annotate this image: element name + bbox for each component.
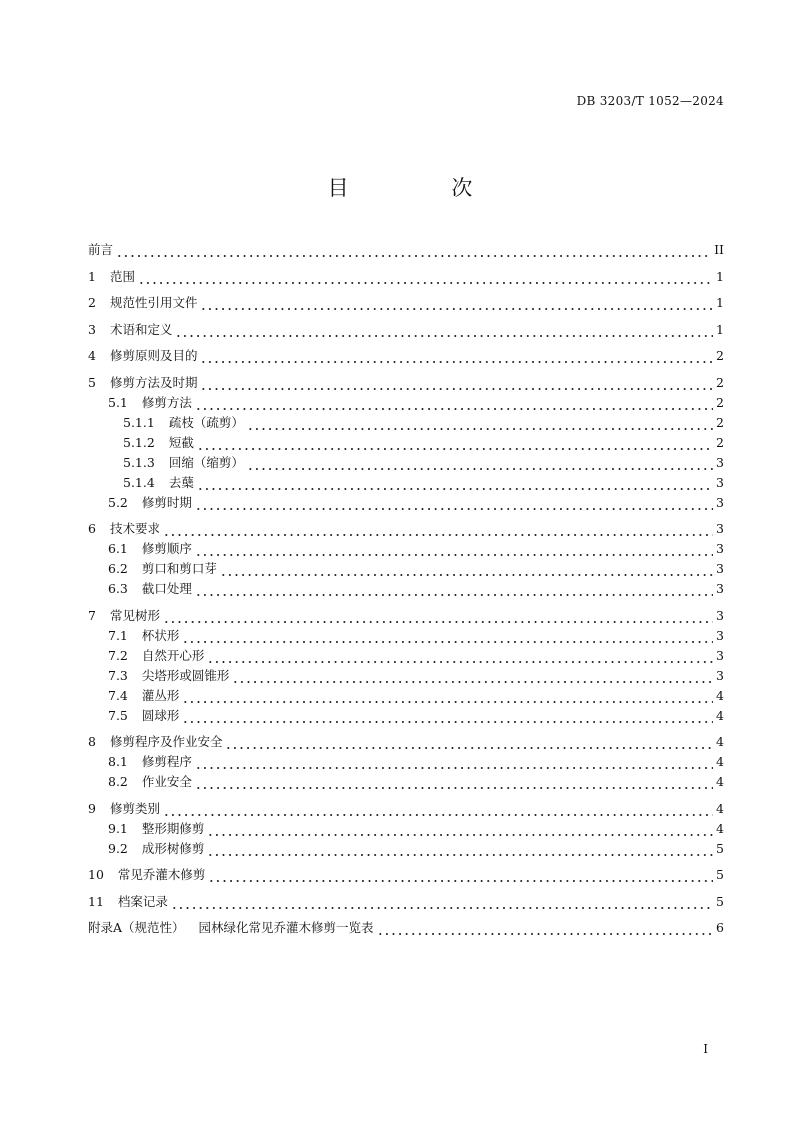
toc-entry-number: 1 — [88, 268, 96, 284]
toc-entry-page: 1 — [716, 268, 724, 284]
toc-entry-page: 3 — [716, 561, 724, 576]
toc-entry-title: 常见树形 — [109, 607, 160, 623]
toc-entry-label — [88, 799, 160, 819]
toc-entry-label — [88, 686, 179, 706]
toc-entry-label — [88, 706, 179, 726]
toc-entry-label — [88, 892, 168, 912]
toc-entry-number: 5.1.2 — [123, 434, 155, 450]
dot-leader — [200, 373, 713, 393]
toc-entry[interactable] — [88, 892, 724, 912]
toc-entry[interactable] — [88, 579, 724, 599]
toc-entry-page: 6 — [716, 920, 724, 935]
dot-leader — [247, 413, 713, 433]
toc-entry-page: 3 — [716, 454, 724, 470]
toc-entry-page: 4 — [716, 774, 724, 789]
toc-entry-title: 术语和定义 — [109, 321, 173, 337]
toc-entry-label — [88, 732, 222, 752]
toc-entry-page: 2 — [716, 374, 724, 390]
toc-entry-title: 剪口和剪口芽 — [141, 561, 217, 576]
dot-leader — [200, 346, 713, 366]
toc-entry[interactable] — [88, 732, 724, 752]
toc-entry[interactable] — [88, 473, 724, 493]
toc-entry[interactable] — [88, 865, 724, 885]
toc-entry-title: 修剪顺序 — [141, 541, 192, 556]
toc-entry-label — [88, 606, 160, 626]
toc-entry-label — [88, 646, 204, 666]
toc-entry-page: 4 — [716, 754, 724, 769]
toc-entry-title: 整形期修剪 — [141, 820, 205, 836]
dot-leader — [138, 267, 713, 287]
toc-entry-page: 3 — [716, 607, 724, 623]
toc-entry-label — [88, 373, 197, 393]
toc-entry-title: 回缩（缩剪） — [168, 454, 244, 470]
dot-leader — [208, 865, 713, 885]
toc-entry[interactable] — [88, 626, 724, 646]
toc-entry-page: II — [714, 242, 724, 257]
toc-entry[interactable] — [88, 519, 724, 539]
dot-leader — [182, 626, 713, 646]
toc-entry[interactable] — [88, 686, 724, 706]
toc-entry-label — [88, 453, 244, 473]
toc-entry-label — [88, 346, 197, 366]
toc-entry-title: 杯状形 — [141, 627, 180, 643]
toc-entry[interactable] — [88, 373, 724, 393]
toc-entry-label — [88, 413, 244, 433]
toc-entry[interactable] — [88, 918, 724, 938]
toc-entry-label — [88, 240, 113, 260]
dot-leader — [207, 839, 713, 859]
toc-entry-number: 5.1.3 — [123, 454, 155, 470]
toc-entry-title: 修剪方法 — [141, 394, 192, 410]
toc-entry-number: 2 — [88, 295, 96, 310]
toc-entry-page: 5 — [716, 893, 724, 909]
toc-entry-title: 修剪程序 — [141, 754, 192, 769]
toc-entry[interactable] — [88, 433, 724, 453]
toc-entry-page: 4 — [716, 800, 724, 816]
dot-leader — [116, 240, 711, 260]
dot-leader — [163, 519, 713, 539]
toc-entry[interactable] — [88, 839, 724, 859]
toc-entry-page: 3 — [716, 521, 724, 536]
toc-entry-label — [88, 559, 217, 579]
toc-entry-label — [88, 865, 205, 885]
toc-entry-label — [88, 473, 194, 493]
dot-leader — [195, 539, 713, 559]
toc-entry-number: 8.1 — [108, 754, 128, 769]
toc-entry-number: 6.2 — [108, 561, 128, 576]
toc-entry[interactable] — [88, 539, 724, 559]
dot-leader — [195, 493, 713, 513]
toc-entry-page: 2 — [716, 414, 724, 430]
dot-leader — [225, 732, 713, 752]
dot-leader — [195, 772, 713, 792]
toc-entry-title: 截口处理 — [141, 581, 192, 596]
toc-entry-number: 7.3 — [108, 667, 128, 683]
page-title: 目 次 — [327, 176, 521, 200]
toc-entry[interactable] — [88, 240, 724, 260]
toc-entry-page: 3 — [716, 627, 724, 643]
toc-entry-number: 8 — [88, 734, 96, 749]
toc-entry-page: 3 — [716, 647, 724, 663]
toc-entry-number: 7.1 — [108, 627, 128, 643]
toc-entry-number: 3 — [88, 321, 96, 337]
toc-entry-label — [88, 519, 160, 539]
dot-leader — [182, 686, 713, 706]
toc-entry-number: 5.1.1 — [123, 414, 155, 430]
toc-entry-page: 4 — [716, 687, 724, 703]
toc-entry-label — [88, 819, 204, 839]
toc-entry-title: 修剪类别 — [109, 800, 160, 816]
toc-entry[interactable] — [88, 320, 724, 340]
toc-entry[interactable] — [88, 646, 724, 666]
toc-entry-page: 2 — [716, 348, 724, 363]
toc-entry[interactable] — [88, 819, 724, 839]
toc-entry-number: 6.3 — [108, 581, 128, 596]
toc-entry-title: 圆球形 — [141, 707, 180, 723]
toc-entry-page: 3 — [716, 474, 724, 490]
toc-entry-page: 4 — [716, 707, 724, 723]
toc-entry-number: 5.1 — [108, 394, 128, 410]
toc-entry-label — [88, 579, 192, 599]
toc-entry-label — [88, 493, 192, 513]
toc-entry-page: 3 — [716, 541, 724, 556]
toc-entry-number: 9.2 — [108, 840, 128, 856]
toc-entry-number: 6.1 — [108, 541, 128, 556]
dot-leader — [163, 799, 713, 819]
dot-leader — [377, 918, 714, 938]
toc-entry-number: 7.2 — [108, 647, 128, 663]
toc-entry-label — [88, 752, 192, 772]
toc-entry[interactable] — [88, 666, 724, 686]
toc-entry-number: 11 — [88, 893, 104, 909]
toc-entry-number: 10 — [88, 867, 104, 882]
toc-entry-label — [88, 320, 172, 340]
toc-entry-number: 9.1 — [108, 820, 128, 836]
table-of-contents — [88, 240, 724, 938]
toc-entry[interactable] — [88, 267, 724, 287]
dot-leader — [200, 293, 713, 313]
toc-entry-title: 园林绿化常见乔灌木修剪一览表 — [198, 920, 374, 935]
toc-entry-title: 修剪原则及目的 — [109, 348, 198, 363]
toc-entry-label — [88, 539, 192, 559]
toc-entry[interactable] — [88, 752, 724, 772]
toc-entry-title: 疏枝（疏剪） — [168, 414, 244, 430]
toc-entry-title: 去蘖 — [168, 474, 194, 490]
toc-entry[interactable] — [88, 346, 724, 366]
toc-entry-number: 5 — [88, 374, 96, 390]
toc-entry[interactable] — [88, 453, 724, 473]
toc-entry[interactable] — [88, 606, 724, 626]
toc-entry-title: 成形树修剪 — [141, 840, 205, 856]
toc-entry-label — [88, 772, 192, 792]
toc-entry-title: 灌丛形 — [141, 687, 180, 703]
toc-entry-number: 7 — [88, 607, 96, 623]
dot-leader — [175, 320, 713, 340]
page-number: I — [703, 1042, 708, 1056]
toc-entry-page: 5 — [716, 840, 724, 856]
document-code: DB 3203/T 1052—2024 — [576, 94, 724, 108]
toc-entry-number: 7.4 — [108, 687, 128, 703]
toc-entry-page: 3 — [716, 581, 724, 596]
toc-entry-number: 6 — [88, 521, 96, 536]
toc-entry-title: 自然开心形 — [141, 647, 205, 663]
toc-entry-page: 5 — [716, 867, 724, 882]
toc-entry[interactable] — [88, 799, 724, 819]
toc-entry-title: 常见乔灌木修剪 — [117, 867, 206, 882]
dot-leader — [195, 393, 713, 413]
toc-entry-page: 1 — [716, 295, 724, 310]
toc-entry-label — [88, 293, 197, 313]
dot-leader — [247, 453, 713, 473]
toc-entry-page: 1 — [716, 321, 724, 337]
toc-entry[interactable] — [88, 293, 724, 313]
toc-entry-title: 技术要求 — [109, 521, 160, 536]
toc-entry-number: 7.5 — [108, 707, 128, 723]
dot-leader — [195, 579, 713, 599]
toc-entry[interactable] — [88, 393, 724, 413]
toc-entry[interactable] — [88, 772, 724, 792]
toc-entry-page: 2 — [716, 434, 724, 450]
toc-entry-title: 短截 — [168, 434, 194, 450]
toc-entry-number: 5.2 — [108, 494, 128, 510]
toc-entry-number: 9 — [88, 800, 96, 816]
toc-entry-label — [88, 666, 229, 686]
toc-entry-page: 3 — [716, 667, 724, 683]
toc-entry-number: 附录A（规范性） — [88, 920, 185, 935]
dot-leader — [207, 819, 713, 839]
toc-entry-number: 5.1.4 — [123, 474, 155, 490]
dot-leader — [182, 706, 713, 726]
toc-entry-title: 尖塔形或圆锥形 — [141, 667, 230, 683]
toc-entry-title: 修剪方法及时期 — [109, 374, 198, 390]
toc-entry-label — [88, 918, 374, 938]
dot-leader — [197, 473, 713, 493]
toc-entry-label — [88, 433, 194, 453]
dot-leader — [220, 559, 713, 579]
toc-entry-title: 作业安全 — [141, 774, 192, 789]
toc-entry-title: 范围 — [109, 268, 135, 284]
toc-entry-label — [88, 626, 179, 646]
toc-entry[interactable] — [88, 493, 724, 513]
toc-entry-label — [88, 839, 204, 859]
toc-entry-title: 前言 — [88, 242, 114, 257]
toc-entry-page: 3 — [716, 494, 724, 510]
toc-entry-page: 2 — [716, 394, 724, 410]
toc-entry[interactable] — [88, 413, 724, 433]
dot-leader — [197, 433, 713, 453]
toc-entry-title: 规范性引用文件 — [109, 295, 198, 310]
dot-leader — [207, 646, 713, 666]
toc-entry-title: 档案记录 — [117, 893, 168, 909]
toc-entry-page: 4 — [716, 820, 724, 836]
dot-leader — [163, 606, 713, 626]
dot-leader — [195, 752, 713, 772]
dot-leader — [171, 892, 713, 912]
dot-leader — [232, 666, 713, 686]
toc-entry[interactable] — [88, 706, 724, 726]
toc-entry-label — [88, 267, 135, 287]
toc-entry-number: 8.2 — [108, 774, 128, 789]
toc-entry-number: 4 — [88, 348, 96, 363]
toc-entry[interactable] — [88, 559, 724, 579]
toc-entry-label — [88, 393, 192, 413]
toc-entry-title: 修剪程序及作业安全 — [109, 734, 223, 749]
toc-entry-page: 4 — [716, 734, 724, 749]
toc-entry-title: 修剪时期 — [141, 494, 192, 510]
